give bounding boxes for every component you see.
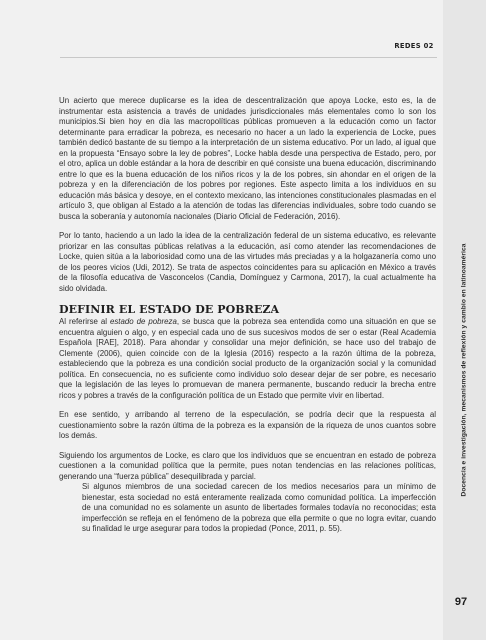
paragraph <box>59 317 436 401</box>
paragraph-text: Al referirse al <box>59 317 110 326</box>
side-caption-text: Docencia e investigación, mecanismos de reflexión y cambio en latinoamérica <box>460 243 468 497</box>
paragraph: Por lo tanto, haciendo a un lado la idea de la centralización federal de un sistema educativo, es relevante priorizar en las consultas públicas relativas a la educación, así como atender las recomendaciones de Locke, quien sitúa a la laboriosidad como una de las virtudes más preciadas y a la holgazanería como uno de los peores vicios (Udi, 2012). Se trata de aspectos coincidentes para su aplicación en México a través de la filosofía educativa de Vasconcelos (Candia, Domínguez y Carmona, 2017), la cual actualmente ha sido olvidada. <box>59 231 436 293</box>
block-quote: Si algunos miembros de una sociedad carecen de los medios necesarios para un mínimo de bienestar, esta sociedad no está enteramente realizada como comunidad política. La imperfección de una comunidad no es solamente un asunto de libertades formales todavía no reconocidas; esta imperfección se refleja en el fenómeno de la pobreza que ella permite o que no logra evitar, cuando su finalidad le urge asegurar para todos la propiedad (Ponce, 2011, p. 55). <box>82 482 436 533</box>
section-heading: DEFINIR EL ESTADO DE POBREZA <box>59 303 280 316</box>
paragraph: En ese sentido, y arribando al terreno de la especulación, se podría decir que la respuesta al cuestionamiento sobre la razón última de la pobreza es la expansión de la riqueza de unos cuantos sobre los demás. <box>59 410 436 440</box>
emphasis-term: estado de pobreza <box>109 317 177 326</box>
paragraph: Un acierto que merece duplicarse es la idea de descentralización que apoya Locke, esto es, la de instrumentar esta asistencia a través de unidades jurisdiccionales más elementales como lo son los municipios.Si bien hoy en día las macropolíticas públicas promueven a la educación como un factor determinante para erradicar la pobreza, es necesario no hacer a un lado la experiencia de Locke, pues también dedicó bastante de su tiempo a la interpretación de un sistema educativo. Por un lado, al igual que en la propuesta “Ensayo sobre la ley de pobres”, Locke habla desde una perspectiva de Estado, pero, por el otro, aplica un doble estándar a la hora de describir en qué consiste una buena educación, discriminando entre lo que es la buena educación de los niños ricos y la de los pobres, sin ahondar en el origen de la pobreza y en la diferenciación de los pobres por regiones. Este aspecto limita a los individuos en su educación más básica y desoye, en el contexto mexicano, las intenciones constitucionales plasmadas en el artículo 3, que obligan al Estado a la atención de todas las diferencias individuales, sobre todo cuando se busca la soberanía y autonomía nacionales (Diario Oficial de Federación, 2016). <box>59 96 436 221</box>
section-label: REDES 02 <box>394 42 434 50</box>
paragraph: Siguiendo los argumentos de Locke, es claro que los individuos que se encuentran en estado de pobreza cuestionen a la comunidad política que la permite, pues notan tendencias en las relaciones políticas, generando una “fuerza pública” desequilibrada y parcial. <box>59 450 436 481</box>
page-number: 97 <box>454 596 468 608</box>
paragraph-text: , se busca que la pobreza sea entendida como una situación en que se encuentra alguien o algo, y en especial cada uno de sus sucesivos modos de ser o estar (Real Academia Española [RAE], 2018). Para ahondar y consolidar una mejor definición, se hace uso del trabajo de Clemente (2006), quien coincide con de la Iglesia (2016) respecto a la razón última de la pobreza, estableciendo que la pobreza es una condición social producto de la organización social y la comunidad política. En consecuencia, no es suficiente como individuo solo desear dejar de ser pobre, es necesario que la legislación de las leyes lo promuevan de manera permanente, buscando reducir la brecha entre ricos y pobres a través de la configuración política de un Estado que permite vivir en libertad. <box>59 317 436 400</box>
main-text <box>59 96 436 535</box>
header-rule <box>60 57 437 58</box>
